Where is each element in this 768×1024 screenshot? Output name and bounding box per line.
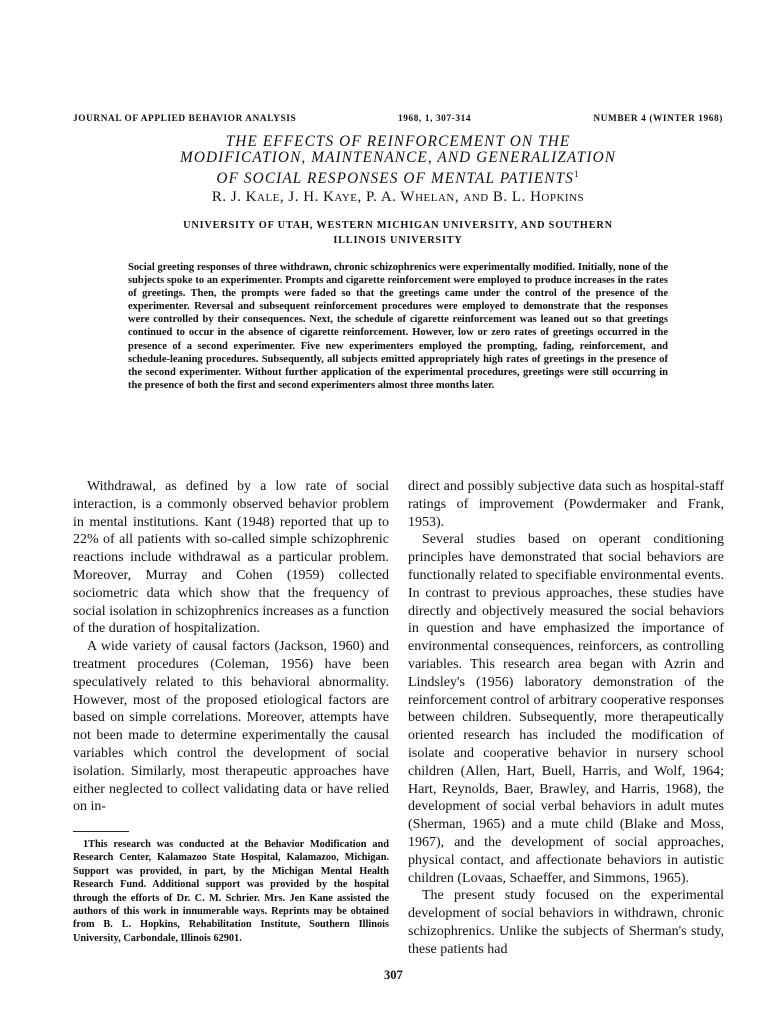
affiliation-line: UNIVERSITY OF UTAH, WESTERN MICHIGAN UNIVERSITY, AND SOUTHERN — [183, 220, 613, 231]
authors: R. J. Kale, J. H. Kaye, P. A. Whelan, and B. L. Hopkins — [211, 189, 585, 205]
paragraph: direct and possibly subjective data such as hospital-staff ratings of improvement (Powdermaker and Frank, 1953). — [408, 479, 724, 530]
footnote — [73, 838, 389, 945]
footnote-rule — [73, 831, 129, 832]
body-column-right — [408, 478, 724, 959]
affiliation-line: ILLINOIS UNIVERSITY — [333, 234, 463, 246]
paragraph: Withdrawal, as defined by a low rate of social interaction, is a commonly observed behavior problem in mental institutions. Kant (1948) reported that up to 22% of all patients with so-called simple schizophrenic reactions include withdrawal as a particular problem. Moreover, Murray and Cohen (1959) collected sociometric data which show that the frequency of social isolation in schizophrenics increases as a function of the duration of hospitalization. — [73, 479, 389, 637]
citation: 1968, 1, 307-314 — [398, 114, 472, 124]
paragraph: A wide variety of causal factors (Jackson, 1960) and treatment procedures (Coleman, 1956) have been speculatively related to this behavioral abnormality. However, most of the proposed etiological factors are based on simple correlations. Moreover, attempts have not been made to determine experimentally the causal variables which control the development of social isolation. Similarly, most therapeutic approaches have either neglected to collect validating data or have relied on in- — [73, 639, 389, 815]
abstract: Social greeting responses of three withdrawn, chronic schizophrenics were experimentally modified. Initially, none of the subjects spoke to an experimenter. Prompts and cigarette reinforcement were employed to produce increases in the rates of greetings. Then, the prompts were faded so that the greetings came under the control of the presence of the experimenter. Reversal and subsequent reinforcement procedures were employed to demonstrate that the responses were controlled by their consequences. Next, the schedule of cigarette reinforcement was leaned out so that greetings continued to occur in the absence of cigarette reinforcement. However, low or zero rates of greetings occurred in the presence of a second experimenter. Five new experimenters employed the prompting, fading, reinforcement, and schedule-leaning procedures. Subsequently, all subjects emitted appropriately high rates of greetings in the presence of the second experimenter. Without further application of the experimental procedures, greetings were still occurring in the presence of both the first and second experimenters almost three months later. — [128, 262, 668, 391]
title-line: MODIFICATION, MAINTENANCE, AND GENERALIZATION — [179, 149, 617, 166]
issue-info: NUMBER 4 (WINTER 1968) — [593, 114, 723, 124]
footnote-text: 1This research was conducted at the Behavior Modification and Research Center, Kalamazoo State Hospital, Kalamazoo, Michigan. Support was provided, in part, by the Michigan Mental Health Research Fund. Additional support was provided by the hospital through the efforts of Dr. C. M. Schrier. Mrs. Jen Kane assisted the authors of this work in innumerable ways. Reprints may be obtained from B. L. Hopkins, Rehabilitation Institute, Southern Illinois University, Carbondale, Illinois 62901. — [73, 839, 389, 944]
journal-name: JOURNAL OF APPLIED BEHAVIOR ANALYSIS — [73, 114, 297, 124]
title-line: THE EFFECTS OF REINFORCEMENT ON THE — [225, 133, 571, 150]
paragraph: Several studies based on operant conditioning principles have demonstrated that social behaviors are functionally related to specifiable environmental events. In contrast to previous approaches, these studies have directly and objectively measured the social behaviors in question and have emphasized the importance of environmental consequences, reinforcers, as controlling variables. This research area began with Azrin and Lindsley's (1956) laboratory demonstration of the reinforcement control of arbitrary cooperative responses between children. Subsequently, more therapeutically oriented research has included the modification of isolate and cooperative behavior in nursery school children (Allen, Hart, Buell, Harris, and Wolf, 1964; Hart, Reynolds, Baer, Brawley, and Harris, 1968), the development of social verbal behaviors in adult mutes (Sherman, 1965) and a mute child (Blake and Moss, 1967), and the development of social approaches, physical contact, and affectionate behaviors in autistic children (Lovaas, Schaeffer, and Simmons, 1965). — [408, 532, 724, 886]
affiliation — [130, 219, 666, 248]
body-column-left — [73, 478, 389, 816]
paragraph: The present study focused on the experimental development of social behaviors in withdrawn, chronic schizophrenics. Unlike the subjects of Sherman's study, these patients had — [408, 888, 724, 957]
title-line: OF SOCIAL RESPONSES OF MENTAL PATIENTS$^1$ — [216, 169, 580, 188]
article-title — [100, 134, 696, 187]
running-header — [73, 114, 723, 128]
footnote-marker: 1 — [573, 169, 580, 179]
page-number: 307 — [384, 968, 403, 982]
